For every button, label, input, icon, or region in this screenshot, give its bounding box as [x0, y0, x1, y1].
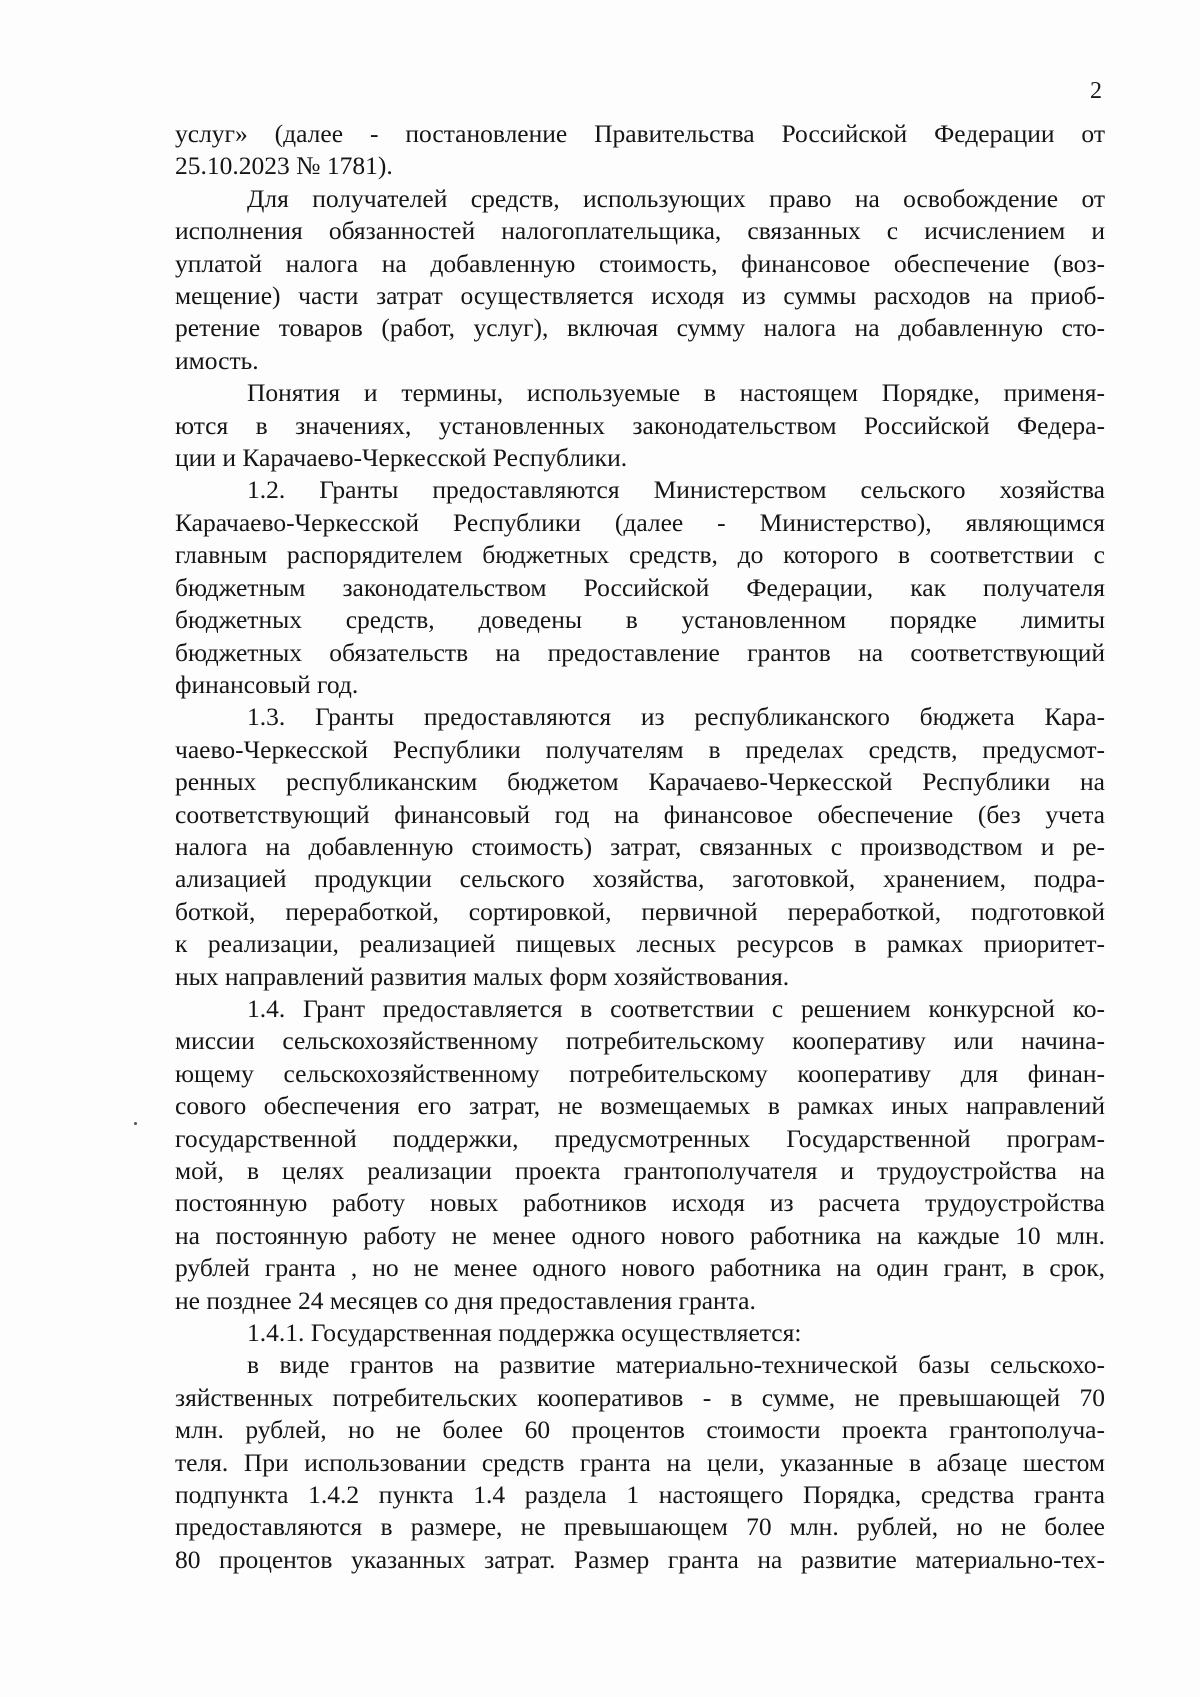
text-line: к реализации, реализацией пищевых лесных ресурсов в рамках приоритет-: [175, 929, 1105, 959]
text-line: главным распорядителем бюджетных средств, до которого в соответствии с: [175, 540, 1105, 570]
text-line: уплатой налога на добавленную стоимость, финансовое обеспечение (воз-: [175, 248, 1105, 278]
text-line: 25.10.2023 № 1781).: [175, 151, 393, 181]
page-number: 2: [1090, 78, 1102, 104]
text-line: на постоянную работу не менее одного нового работника на каждые 10 млн.: [175, 1220, 1105, 1250]
text-line: 1.2. Гранты предоставляются Министерством сельского хозяйства: [247, 475, 1105, 505]
text-line: бюджетных средств, доведены в установленном порядке лимиты: [175, 605, 1105, 635]
text-line: постоянную работу новых работников исходя из расчета трудоустройства: [175, 1188, 1105, 1218]
text-line: соответствующий финансовый год на финансовое обеспечение (без учета: [175, 799, 1105, 829]
text-line: ренных республиканским бюджетом Карачаево-Черкесской Республики на: [175, 767, 1105, 797]
text-line: в виде грантов на развитие материально-технической базы сельскохо-: [247, 1350, 1105, 1380]
text-line: услуг» (далее - постановление Правительства Российской Федерации от: [175, 119, 1105, 148]
text-line: мой, в целях реализации проекта грантополучателя и трудоустройства на: [175, 1156, 1105, 1185]
text-line: рублей гранта , но не менее одного нового работника на один грант, в срок,: [175, 1253, 1105, 1283]
text-line: боткой, переработкой, сортировкой, первичной переработкой, подготовкой: [175, 896, 1105, 926]
text-line: ных направлений развития малых форм хозяйствования.: [175, 961, 790, 991]
text-line: 1.4. Грант предоставляется в соответствии с решением конкурсной ко-: [247, 993, 1105, 1023]
text-line: не позднее 24 месяцев со дня предоставления гранта.: [175, 1285, 756, 1315]
text-line: 1.3. Гранты предоставляются из республиканского бюджета Кара-: [247, 702, 1105, 732]
text-line: финансовый год.: [175, 669, 359, 699]
text-line: ются в значениях, установленных законодательством Российской Федера-: [175, 410, 1105, 440]
text-line: чаево-Черкесской Республики получателям в пределах средств, предусмот-: [175, 734, 1105, 764]
text-line: млн. рублей, но не более 60 процентов стоимости проекта грантополуча-: [175, 1415, 1105, 1445]
text-line: ции и Карачаево-Черкесской Республики.: [175, 443, 628, 473]
text-line: налога на добавленную стоимость) затрат, связанных с производством и ре-: [175, 831, 1105, 861]
text-line: бюджетных обязательств на предоставление грантов на соответствующий: [175, 637, 1105, 667]
text-line: имость.: [175, 345, 259, 375]
text-line: государственной поддержки, предусмотренных Государственной програм-: [175, 1123, 1105, 1153]
text-line: исполнения обязанностей налогоплательщика, связанных с исчислением и: [175, 216, 1105, 246]
text-line: миссии сельскохозяйственному потребительскому кооперативу или начина-: [175, 1026, 1105, 1056]
text-line: Карачаево-Черкесской Республики (далее - Министерство), являющимся: [175, 507, 1105, 537]
text-line: мещение) части затрат осуществляется исходя из суммы расходов на приоб-: [175, 281, 1105, 311]
text-line: ализацией продукции сельского хозяйства, заготовкой, хранением, подра-: [175, 864, 1105, 894]
document-body-text: [175, 118, 1105, 1576]
text-line: подпункта 1.4.2 пункта 1.4 раздела 1 настоящего Порядка, средства гранта: [175, 1480, 1105, 1510]
text-line: ющему сельскохозяйственному потребительскому кооперативу для финан-: [175, 1058, 1105, 1088]
scan-artifact-dot: [134, 1122, 137, 1125]
text-line: зяйственных потребительских кооперативов - в сумме, не превышающей 70: [175, 1382, 1105, 1412]
text-line: сового обеспечения его затрат, не возмещаемых в рамках иных направлений: [175, 1091, 1105, 1121]
text-line: бюджетным законодательством Российской Федерации, как получателя: [175, 572, 1105, 602]
text-line: 80 процентов указанных затрат. Размер гранта на развитие материально-тех-: [175, 1544, 1105, 1574]
text-line: Для получателей средств, использующих право на освобождение от: [247, 183, 1105, 213]
text-line: теля. При использовании средств гранта на цели, указанные в абзаце шестом: [175, 1447, 1105, 1477]
text-line: предоставляются в размере, не превышающем 70 млн. рублей, но не более: [175, 1512, 1105, 1542]
text-line: Понятия и термины, используемые в настоящем Порядке, применя-: [247, 378, 1105, 408]
text-line: 1.4.1. Государственная поддержка осуществляется:: [247, 1318, 802, 1348]
text-line: ретение товаров (работ, услуг), включая сумму налога на добавленную сто-: [175, 313, 1105, 343]
